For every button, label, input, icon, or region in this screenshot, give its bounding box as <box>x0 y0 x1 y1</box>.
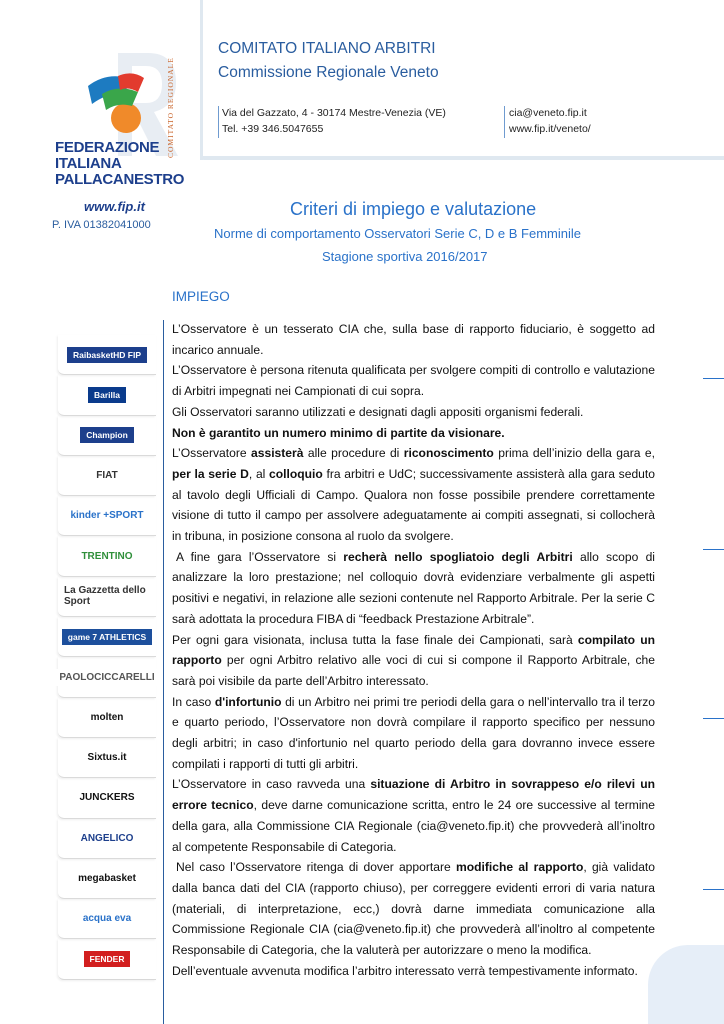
paragraph <box>172 443 655 547</box>
text: , deve darne comunicazione scritta, entro le 24 ore successive al termine della gara, alla Commissione CIA Regionale (cia@veneto.fip.it) che provvederà all’inoltro al competente Responsabile di Categoria. <box>172 798 655 854</box>
contact-rule <box>504 106 505 138</box>
margin-mark <box>703 889 724 890</box>
sponsor-logo <box>58 859 156 899</box>
paragraph <box>172 547 655 630</box>
sponsor-logo <box>58 698 156 738</box>
margin-mark <box>703 378 724 379</box>
comitato-regionale-label: COMITATO REGIONALE <box>166 57 175 158</box>
address-rule <box>218 106 219 138</box>
fip-website[interactable]: www.fip.it <box>84 199 145 214</box>
document-body <box>172 319 655 982</box>
address: Via del Gazzato, 4 - 30174 Mestre-Venezia (VE) <box>222 107 446 119</box>
paragraph <box>172 774 655 857</box>
phone: Tel. +39 346.5047655 <box>222 123 324 135</box>
sponsor-logo <box>58 456 156 496</box>
bold-text: colloquio <box>269 466 323 481</box>
sponsor-logo <box>58 375 156 415</box>
text: In caso <box>172 694 215 709</box>
sponsor-name: Champion <box>80 427 134 443</box>
paragraph: Dell’eventuale avvenuta modifica l’arbitro interessato verrà tempestivamente informato. <box>172 963 638 978</box>
season: Stagione sportiva 2016/2017 <box>322 249 488 264</box>
bold-text: d'infortunio <box>214 694 282 709</box>
bold-text: assisterà <box>251 446 304 461</box>
paragraph: Gli Osservatori saranno utilizzati e designati dagli appositi organismi federali. <box>172 404 584 419</box>
paragraph: L’Osservatore è persona ritenuta qualificata per svolgere compiti di controllo e valutazione di Arbitri impegnati nei Campionati di cui sopra. <box>172 363 655 399</box>
sponsor-name: kinder +SPORT <box>64 507 149 524</box>
bold-text: recherà nello spogliatoio degli Arbitri <box>343 549 573 564</box>
sponsor-name: Sixtus.it <box>82 749 133 766</box>
header-divider-horizontal <box>200 156 724 160</box>
text: alle procedure di <box>303 446 404 461</box>
section-heading: IMPIEGO <box>172 289 230 304</box>
sponsor-name: acqua eva <box>77 910 137 927</box>
text: , al <box>248 466 270 481</box>
org-name: COMITATO ITALIANO ARBITRI <box>218 40 436 57</box>
federation-line-2: ITALIANA <box>55 155 122 172</box>
bold-text: compilato un rapporto <box>172 632 656 668</box>
text: L’Osservatore in caso ravveda una <box>172 777 371 792</box>
paragraph: L’Osservatore è un tesserato CIA che, sulla base di rapporto fiduciario, è soggetto ad incarico annuale. <box>172 322 655 357</box>
sponsor-name: molten <box>85 709 130 726</box>
sponsor-name: TRENTINO <box>75 548 138 565</box>
sponsor-logo <box>58 416 156 456</box>
bold-text: situazione di Arbitro in sovrappeso e/o rilevi un errore tecnico <box>172 777 655 813</box>
sponsor-logo <box>58 536 156 576</box>
text: per ogni Arbitro relativo alle voci di cui si compone il Rapporto Arbitrale, che sarà poi visibile da parte dell’Arbitro interessato. <box>172 653 655 688</box>
text: Per ogni gara visionata, inclusa tutta la fase finale dei Campionati, sarà <box>172 632 578 647</box>
federation-line-3: PALLACANESTRO <box>55 171 185 188</box>
sponsor-name: ANGELICO <box>75 830 140 847</box>
email-link[interactable]: cia@veneto.fip.it <box>509 107 587 119</box>
sponsor-name: JUNCKERS <box>73 789 140 806</box>
sponsor-name: FENDER <box>84 951 131 967</box>
text: fra arbitri e UdC; successivamente assisterà alla gara seduto al tavolo degli Ufficiali di Campo. Qualora non fosse possibile prendere correttamente visione di tutto il campo per assolvere adeguatamente ai compiti assegnati, si collocherà in tribuna, in posizione consona al ruolo da svolgere. <box>172 466 655 544</box>
sponsor-logo <box>58 738 156 778</box>
document-title: Criteri di impiego e valutazione <box>290 199 537 219</box>
paragraph <box>172 692 655 775</box>
sponsor-name: megabasket <box>72 870 142 887</box>
paragraph <box>172 423 655 444</box>
sponsor-name: RaibasketHD FIP <box>67 347 147 363</box>
bold-text: modifiche al rapporto <box>455 860 584 875</box>
text: Nel caso l’Osservatore ritenga di dover apportare <box>176 860 456 875</box>
website-link[interactable]: www.fip.it/veneto/ <box>509 123 591 135</box>
text: prima dell’inizio della gara e, <box>493 446 655 461</box>
text: A fine gara l’Osservatore si <box>176 549 344 564</box>
federation-name <box>55 140 184 188</box>
sponsor-name: PAOLOCICCARELLI <box>53 669 160 686</box>
sponsor-name: La Gazzetta dello Sport <box>58 582 156 610</box>
text: allo scopo di analizzare la loro prestazione; nel colloquio dovrà evidenziare verbalmente gli aspetti positivi e negativi, in relazione alle sezioni contenute nel Rapporto Arbitrale. Per la serie C sarà adottata la procedura FIBA di “feedback Prestazione Arbitrale”. <box>172 549 655 626</box>
sponsor-logo <box>58 778 156 818</box>
text: L’Osservatore <box>172 446 252 461</box>
text: , già validato dalla banca dati del CIA (rapporto chiuso), per correggere evidenti errori di varia natura (materiali, di interpretazione, ecc,) dovrà darne immediata comunicazione alla Commissione Regionale CIA (cia@veneto.fip.it) che provvederà all’inoltro al competente Responsabile di Categoria, che la valuterà per autorizzare o meno la modifica. <box>172 860 656 958</box>
paragraph <box>172 630 655 692</box>
org-subtitle: Commissione Regionale Veneto <box>218 64 439 81</box>
federation-line-1: FEDERAZIONE <box>55 139 160 156</box>
left-column-rule <box>163 320 164 1024</box>
sponsor-logo <box>58 657 156 697</box>
vat-number: P. IVA 01382041000 <box>52 219 151 231</box>
document-subtitle: Norme di comportamento Osservatori Serie C, D e B Femminile <box>214 226 582 241</box>
sponsor-logo <box>58 819 156 859</box>
sponsor-name: Barilla <box>88 387 126 403</box>
text: di un Arbitro nei primi tre periodi della gara o nell’intervallo tra il terzo e quarto periodo, l’Osservatore non dovrà compilare il rapporto specifico per nessuno degli arbitri; in caso d'infortunio nel quarto periodo della gara dovranno invece essere compilati i rapporti di tutti gli arbitri. <box>172 694 655 771</box>
corner-decoration <box>648 945 724 1024</box>
margin-mark <box>703 549 724 550</box>
sponsor-logo <box>58 899 156 939</box>
bold-text: per la serie D <box>172 466 249 481</box>
sponsor-name: game 7 ATHLETICS <box>62 629 152 645</box>
paragraph <box>172 857 655 961</box>
bold-text: riconoscimento <box>403 446 494 461</box>
sponsor-list <box>58 335 156 980</box>
sponsor-logo <box>58 577 156 617</box>
margin-mark <box>703 718 724 719</box>
sponsor-logo <box>58 939 156 979</box>
sponsor-logo <box>58 617 156 657</box>
sponsor-name: FIAT <box>90 467 123 484</box>
sponsor-logo <box>58 496 156 536</box>
header-divider-vertical <box>200 0 203 160</box>
sponsor-logo <box>58 335 156 375</box>
bold-text: Non è garantito un numero minimo di partite da visionare. <box>172 425 505 440</box>
